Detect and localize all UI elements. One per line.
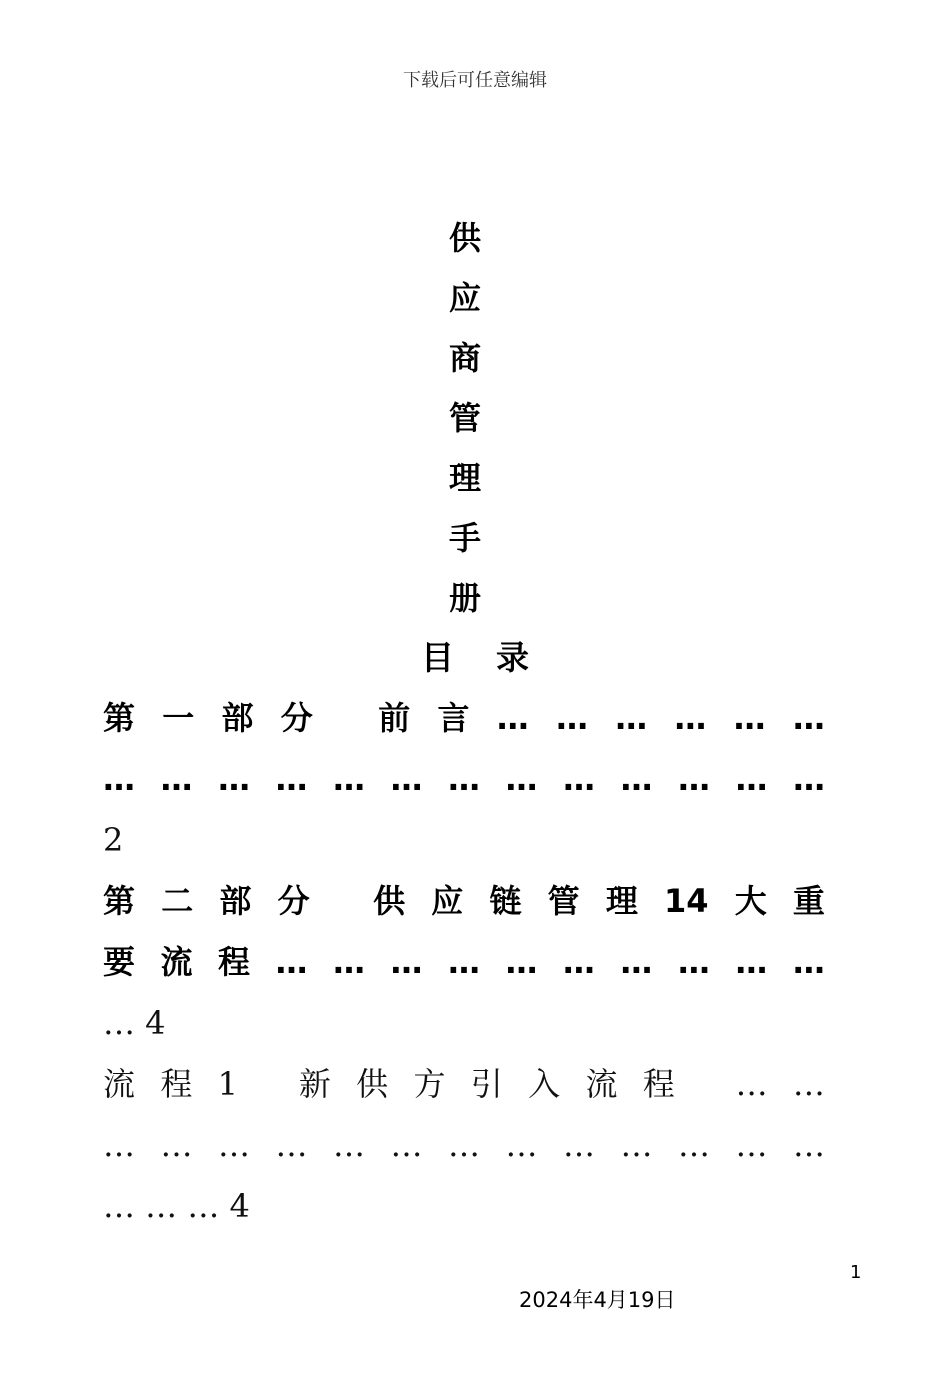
toc-token: … bbox=[505, 943, 538, 981]
toc-token: … bbox=[678, 760, 710, 798]
toc-entry-part-two-cont bbox=[103, 932, 825, 993]
toc-token: … bbox=[792, 699, 825, 737]
toc-token: 前 bbox=[378, 699, 411, 737]
toc-token: 引 bbox=[470, 1065, 503, 1103]
toc-token: … bbox=[390, 760, 423, 798]
document-title bbox=[420, 208, 510, 628]
toc-token: 流 bbox=[160, 943, 193, 981]
page-header: 下载后可任意编辑 bbox=[403, 70, 547, 91]
title-char: 手 bbox=[448, 519, 481, 557]
toc-token: … bbox=[160, 760, 193, 798]
toc-token: … bbox=[275, 943, 308, 981]
toc-token: … bbox=[496, 699, 529, 737]
title-char: 应 bbox=[448, 279, 481, 317]
toc-token: 大 bbox=[734, 882, 767, 920]
toc-token: … bbox=[735, 760, 768, 798]
table-of-contents bbox=[103, 688, 825, 1237]
toc-token: … bbox=[332, 943, 365, 981]
toc-token: 入 bbox=[528, 1065, 561, 1103]
toc-token: … bbox=[275, 760, 308, 798]
page-number: 1 bbox=[850, 1262, 862, 1283]
toc-token: 分 bbox=[277, 882, 310, 920]
toc-entry-part-two[interactable] bbox=[103, 871, 825, 932]
toc-token: … bbox=[103, 1126, 135, 1164]
toc-token: … bbox=[390, 943, 423, 981]
toc-token: … bbox=[615, 699, 648, 737]
toc-token: … bbox=[563, 760, 595, 798]
title-char: 商 bbox=[448, 339, 481, 377]
toc-token: 链 bbox=[489, 882, 522, 920]
toc-token: 第 bbox=[103, 699, 136, 737]
toc-token: … bbox=[792, 1065, 825, 1103]
toc-token: … bbox=[218, 1126, 250, 1164]
toc-token: … bbox=[733, 699, 766, 737]
toc-token: 管 bbox=[547, 882, 580, 920]
toc-token: … bbox=[793, 1126, 825, 1164]
toc-token: … bbox=[563, 1126, 595, 1164]
toc-token: 14 bbox=[664, 882, 709, 920]
toc-token: 理 bbox=[605, 882, 638, 920]
toc-token: … bbox=[505, 1126, 538, 1164]
toc-token: 分 bbox=[280, 699, 313, 737]
toc-token: … bbox=[275, 1126, 308, 1164]
toc-token: … bbox=[735, 1065, 768, 1103]
toc-token: … bbox=[103, 760, 135, 798]
toc-token: 部 bbox=[219, 882, 252, 920]
toc-token: … bbox=[160, 1126, 193, 1164]
title-char: 管 bbox=[448, 399, 481, 437]
toc-token: 新 bbox=[298, 1065, 331, 1103]
toc-token: … bbox=[793, 760, 825, 798]
title-char: 供 bbox=[448, 219, 481, 257]
toc-token: 言 bbox=[437, 699, 470, 737]
toc-token: 程 bbox=[218, 943, 251, 981]
toc-token: … bbox=[448, 1126, 480, 1164]
toc-token: 应 bbox=[431, 882, 464, 920]
title-char: 册 bbox=[448, 579, 481, 617]
toc-token: 供 bbox=[373, 882, 406, 920]
toc-token: 流 bbox=[585, 1065, 618, 1103]
toc-token: … bbox=[555, 699, 588, 737]
toc-token: … bbox=[333, 760, 365, 798]
toc-token: 方 bbox=[413, 1065, 446, 1103]
toc-entry-part-one-leader bbox=[103, 749, 825, 810]
toc-entry-part-one[interactable] bbox=[103, 688, 825, 749]
toc-token: … bbox=[390, 1126, 423, 1164]
toc-token: 供 bbox=[356, 1065, 389, 1103]
toc-token bbox=[700, 1054, 710, 1115]
toc-page-number: 2 bbox=[103, 821, 124, 859]
toc-token: … bbox=[447, 943, 480, 981]
toc-token: … bbox=[620, 943, 653, 981]
toc-token: … bbox=[333, 1126, 365, 1164]
toc-entry-process-1-leader bbox=[103, 1115, 825, 1176]
toc-token: … bbox=[792, 943, 825, 981]
toc-token: 程 bbox=[160, 1065, 193, 1103]
toc-page-number: … … … 4 bbox=[103, 1187, 250, 1225]
toc-page-number: … 4 bbox=[103, 1004, 166, 1042]
toc-token: 要 bbox=[103, 943, 136, 981]
toc-token: 程 bbox=[642, 1065, 675, 1103]
toc-token: … bbox=[505, 760, 538, 798]
toc-token bbox=[340, 688, 351, 749]
toc-token: 重 bbox=[792, 882, 825, 920]
title-char: 理 bbox=[448, 459, 481, 497]
toc-token bbox=[263, 1054, 273, 1115]
toc-token: … bbox=[674, 699, 707, 737]
toc-token: 部 bbox=[221, 699, 254, 737]
toc-token: … bbox=[448, 760, 480, 798]
toc-token: 第 bbox=[103, 882, 136, 920]
toc-token bbox=[336, 871, 347, 932]
toc-token: … bbox=[620, 760, 653, 798]
toc-token: 流 bbox=[103, 1065, 136, 1103]
toc-token: … bbox=[562, 943, 595, 981]
footer-date: 2024年4月19日 bbox=[519, 1288, 676, 1312]
toc-heading: 目录 bbox=[421, 638, 571, 677]
toc-token: … bbox=[218, 760, 250, 798]
toc-token: 一 bbox=[162, 699, 195, 737]
toc-token: 二 bbox=[161, 882, 194, 920]
toc-token: … bbox=[620, 1126, 653, 1164]
toc-entry-process-1[interactable] bbox=[103, 1054, 825, 1115]
toc-token: … bbox=[735, 1126, 768, 1164]
toc-token: … bbox=[678, 1126, 710, 1164]
toc-token: 1 bbox=[217, 1065, 239, 1103]
toc-token: … bbox=[677, 943, 710, 981]
toc-token: … bbox=[735, 943, 768, 981]
